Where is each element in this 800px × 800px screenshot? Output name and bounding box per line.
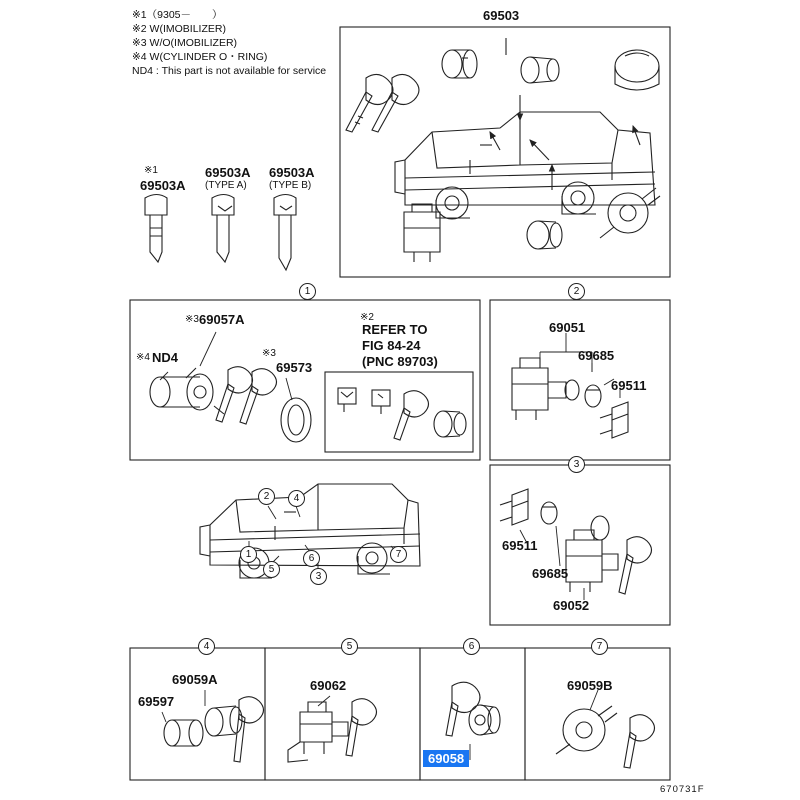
callout-index-3: 3 [568,456,585,473]
part-label-69051: 69051 [549,320,586,335]
part-label-69059b: 69059B [567,678,613,693]
refer-line-2: FIG 84-24 [362,338,421,353]
part-label-69058-highlighted[interactable]: 69058 [423,750,469,767]
part-sub-type-b: (TYPE B) [269,180,312,191]
note-line-1: ※1（9305－ ） [132,9,223,21]
part-label-69062: 69062 [310,678,347,693]
mark-1: ※1 [144,165,158,176]
part-sub-type-a: (TYPE A) [205,180,247,191]
mark-2: ※2 [360,312,374,323]
footer-code: 670731F [660,784,705,795]
refer-line-1: REFER TO [362,322,428,337]
part-label-69597: 69597 [138,694,175,709]
vehicle-callout-2: 2 [258,488,275,505]
part-label-69685-a: 69685 [578,348,615,363]
vehicle-callout-7: 7 [390,546,407,563]
part-label-69503a-1: 69503A [140,178,186,193]
part-label-69503a-3: 69503A [269,165,315,180]
mark-3-a: ※3 [185,314,199,325]
refer-line-3: (PNC 89703) [362,354,438,369]
part-label-69503: 69503 [483,8,520,23]
vehicle-callout-3: 3 [310,568,327,585]
mark-3-b: ※3 [262,348,276,359]
mark-4: ※4 [136,352,150,363]
part-label-69052: 69052 [553,598,590,613]
part-label-69511-a: 69511 [611,378,647,393]
vehicle-callout-5: 5 [263,561,280,578]
part-label-69059a: 69059A [172,672,218,687]
callout-index-1: 1 [299,283,316,300]
part-label-69057a: 69057A [199,312,245,327]
callout-index-6: 6 [463,638,480,655]
vehicle-callout-4: 4 [288,490,305,507]
callout-index-5: 5 [341,638,358,655]
part-label-nd4: ND4 [152,350,179,365]
note-line-3: ※3 W/O(IMOBILIZER) [132,37,238,49]
callout-index-4: 4 [198,638,215,655]
note-line-4: ※4 W(CYLINDER O・RING) [132,51,268,63]
part-label-69685-b: 69685 [532,566,569,581]
part-label-69511-b: 69511 [502,538,538,553]
vehicle-callout-6: 6 [303,550,320,567]
part-label-69573: 69573 [276,360,313,375]
callout-index-2: 2 [568,283,585,300]
note-line-5: ND4 : This part is not available for service [132,65,327,77]
callout-index-7: 7 [591,638,608,655]
note-line-2: ※2 W(IMOBILIZER) [132,23,226,35]
vehicle-callout-1: 1 [240,546,257,563]
part-label-69503a-2: 69503A [205,165,251,180]
